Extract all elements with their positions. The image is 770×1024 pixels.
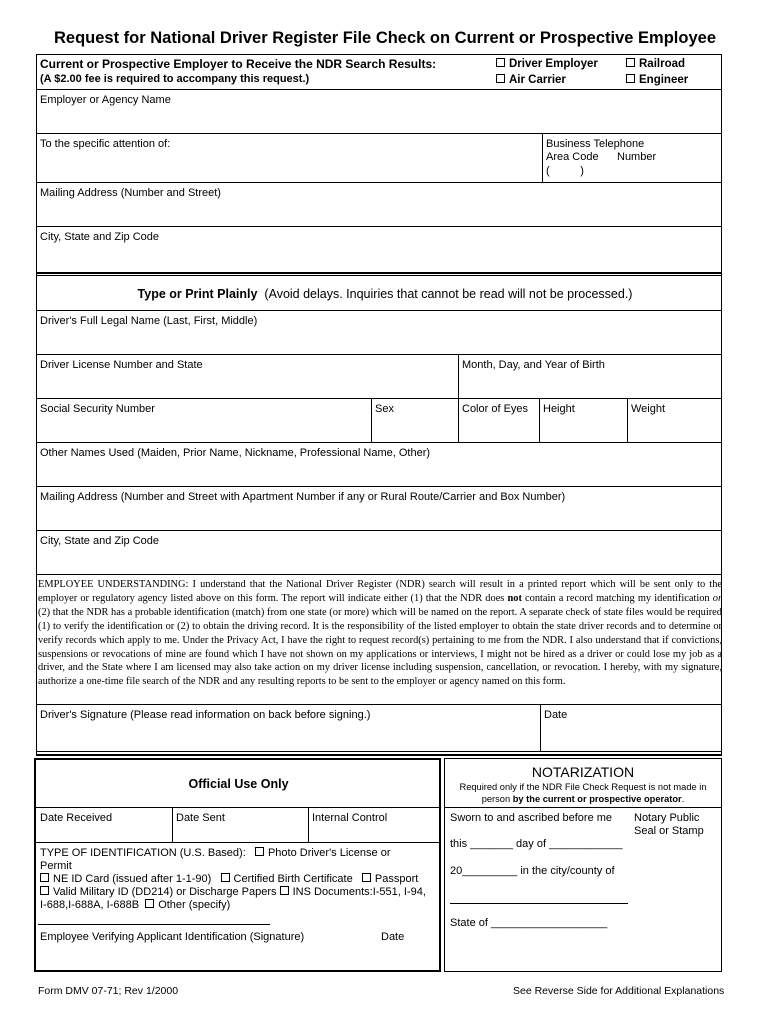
id-options-row1: NE ID Card (issued after 1-1-90) Certified Birth Certificate Passport xyxy=(40,873,418,886)
option-engineer[interactable]: Engineer xyxy=(626,74,688,87)
signature-label: Driver's Signature (Please read information on back before signing.) xyxy=(40,709,371,721)
page-title: Request for National Driver Register File Check on Current or Prospective Employee xyxy=(53,29,716,47)
checkbox-icon[interactable] xyxy=(496,58,505,67)
option-driver-employer[interactable]: Driver Employer xyxy=(496,58,598,71)
dob-field[interactable] xyxy=(459,373,721,397)
id-options-row3: I-688,I-688A, I-688B Other (specify) xyxy=(40,899,231,911)
employer-heading: Current or Prospective Employer to Receive the NDR Search Results: xyxy=(40,57,437,71)
city-county-line[interactable] xyxy=(450,903,628,904)
seal-stamp-label: Seal or Stamp xyxy=(634,825,704,837)
other-specify-line[interactable] xyxy=(38,924,270,925)
checkbox-icon[interactable] xyxy=(40,886,49,895)
area-code-label: Area Code xyxy=(546,151,599,163)
license-label: Driver License Number and State xyxy=(40,359,203,371)
verifying-signature-label: Employee Verifying Applicant Identification (Signature) xyxy=(40,931,305,943)
permit-label: Permit xyxy=(40,860,72,872)
signature-field[interactable] xyxy=(37,723,539,751)
signature-date-field[interactable] xyxy=(541,723,721,751)
reverse-side-note: See Reverse Side for Additional Explanations xyxy=(513,985,725,997)
employer-mailing-field[interactable] xyxy=(37,201,721,225)
state-of-line[interactable]: State of ___________________ xyxy=(450,917,608,929)
eye-color-label: Color of Eyes xyxy=(462,403,529,415)
driver-city-field[interactable] xyxy=(37,549,721,573)
phone-field[interactable]: ( ) xyxy=(546,165,584,177)
employer-name-field[interactable] xyxy=(37,108,721,132)
official-use-heading: Official Use Only xyxy=(188,777,289,791)
attention-field[interactable] xyxy=(37,152,541,180)
notarization-heading: NOTARIZATION xyxy=(531,764,635,780)
employer-name-label: Employer or Agency Name xyxy=(40,94,171,106)
driver-mailing-label: Mailing Address (Number and Street with Apartment Number if any or Rural Route/Carrier and Box Number) xyxy=(40,491,566,503)
attention-label: To the specific attention of: xyxy=(40,138,171,150)
fee-note: (A $2.00 fee is required to accompany this request.) xyxy=(40,73,310,85)
driver-name-label: Driver's Full Legal Name (Last, First, Middle) xyxy=(40,315,258,327)
employee-understanding: EMPLOYEE UNDERSTANDING: I understand that the National Driver Register (NDR) search will result in a printed report which will be sent only to the employer or regulatory agency listed above on this form. The report will indicate either (1) that the NDR does not contain a record matching my identification or (2) that the NDR has a probable identification (match) from one state (or more) which will be named on the report. A separate check of state files would be required (1) to verify the identification or (2) to obtain the driving record. It is the responsibility of the listed employer to obtain the state driver records and to determine or verify records which apply to me. Under the Privacy Act, I have the right to request record(s) pertaining to me from the NDR. I also understand that if convictions, suspensions or revocations of mine are found which I have not shown on my applications or interviews, I might not be hired as a driver or could lose my job as a driver, and the State where I am licensed may also take action on my driver license including suspension, cancellation, or revocation. I hereby, with my signature, authorize a one-time file search of the NDR and any resulting reports to be sent to the employer or agency named on this form. xyxy=(38,579,722,688)
sworn-label: Sworn to and ascribed before me xyxy=(450,812,613,824)
notarization-note-2: person by the current or prospective operator. xyxy=(481,794,685,804)
driver-name-field[interactable] xyxy=(37,329,721,353)
dob-label: Month, Day, and Year of Birth xyxy=(462,359,605,371)
internal-control-label: Internal Control xyxy=(312,812,388,824)
notarization-note-1: Required only if the NDR File Check Request is not made in xyxy=(459,782,707,792)
driver-city-label: City, State and Zip Code xyxy=(40,535,160,547)
year-city-line[interactable]: 20_________ in the city/county of xyxy=(450,865,615,877)
weight-label: Weight xyxy=(631,403,666,415)
checkbox-icon[interactable] xyxy=(626,58,635,67)
checkbox-icon[interactable] xyxy=(255,847,264,856)
signature-date-label: Date xyxy=(544,709,568,721)
day-of-line[interactable]: this _______ day of ____________ xyxy=(450,838,623,850)
verifying-date-label: Date xyxy=(381,931,405,943)
other-names-field[interactable] xyxy=(37,461,721,485)
other-names-label: Other Names Used (Maiden, Prior Name, Nickname, Professional Name, Other) xyxy=(40,447,431,459)
option-railroad[interactable]: Railroad xyxy=(626,58,685,71)
height-label: Height xyxy=(543,403,575,415)
print-instructions: Type or Print Plainly (Avoid delays. Inquiries that cannot be read will not be processed.) xyxy=(137,287,633,301)
ssn-label: Social Security Number xyxy=(40,403,155,415)
business-telephone-label: Business Telephone xyxy=(546,138,645,150)
checkbox-icon[interactable] xyxy=(221,873,230,882)
sex-label: Sex xyxy=(375,403,394,415)
employer-mailing-label: Mailing Address (Number and Street) xyxy=(40,187,221,199)
checkbox-icon[interactable] xyxy=(40,873,49,882)
checkbox-icon[interactable] xyxy=(362,873,371,882)
employer-city-field[interactable] xyxy=(37,245,721,271)
checkbox-icon[interactable] xyxy=(280,886,289,895)
number-label: Number xyxy=(617,151,657,163)
form-id: Form DMV 07-71; Rev 1/2000 xyxy=(38,985,179,997)
employer-city-label: City, State and Zip Code xyxy=(40,231,160,243)
checkbox-icon[interactable] xyxy=(496,74,505,83)
option-air-carrier[interactable]: Air Carrier xyxy=(496,74,566,87)
id-options-row2: Valid Military ID (DD214) or Discharge Papers INS Documents:I-551, I-94, xyxy=(40,886,426,899)
date-sent-label: Date Sent xyxy=(176,812,225,824)
license-field[interactable] xyxy=(37,373,457,397)
checkbox-icon[interactable] xyxy=(145,899,154,908)
checkbox-icon[interactable] xyxy=(626,74,635,83)
driver-mailing-field[interactable] xyxy=(37,505,721,529)
date-received-label: Date Received xyxy=(40,812,113,824)
notary-public-label: Notary Public xyxy=(634,812,700,824)
id-type-label: TYPE OF IDENTIFICATION (U.S. Based): Photo Driver's License or xyxy=(40,847,391,859)
